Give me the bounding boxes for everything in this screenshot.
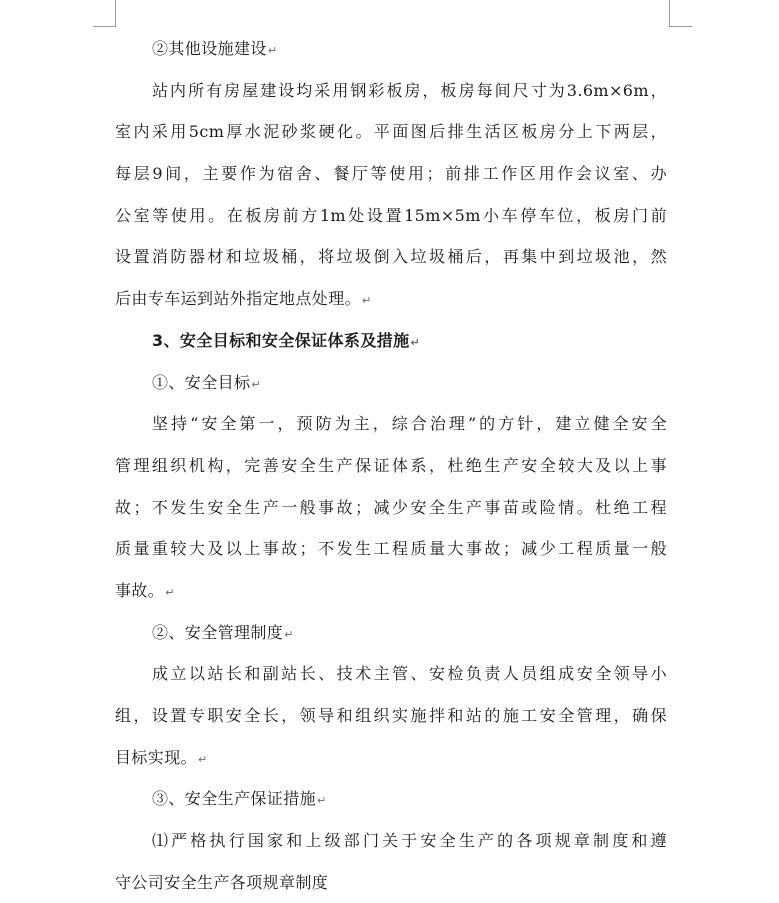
subheading-safety-management: ②、安全管理制度↵ [152,622,294,642]
subheading-safety-goal: ①、安全目标↵ [152,372,262,392]
body-line: 公室等使用。在板房前方1m处设置15m×5m小车停车位，板房门前 [115,205,667,225]
paragraph-mark-icon: ↵ [362,294,372,308]
body-line: 管理组织机构，完善安全生产保证体系，杜绝生产安全较大及以上事 [115,455,667,475]
body-line: 事故。↵ [115,580,175,600]
body-line: 目标实现。↵ [115,747,208,767]
body-line: ⑴严格执行国家和上级部门关于安全生产的各项规章制度和遵 [152,831,667,851]
body-line: 质量重较大及以上事故；不发生工程质量大事故；减少工程质量一般 [115,539,667,559]
body-line: 后由专车运到站外指定地点处理。↵ [115,289,372,309]
paragraph-mark-icon: ↵ [317,794,327,808]
subheading-other-facilities: ②其他设施建设↵ [152,39,278,58]
paragraph-mark-icon: ↵ [267,44,278,57]
subheading-safety-measures: ③、安全生产保证措施↵ [152,789,327,809]
body-line: 坚持“安全第一，预防为主，综合治理”的方针，建立健全安全 [152,414,667,434]
paragraph-mark-icon: ↵ [284,627,294,641]
paragraph-mark-icon: ↵ [251,377,262,391]
body-line: 故；不发生安全生产一般事故；减少安全生产事苗或险情。杜绝工程 [115,497,667,517]
body-line: 守公司安全生产各项规章制度 [115,872,329,892]
body-line: 每层9间，主要作为宿舍、餐厅等使用；前排工作区用作会议室、办 [115,164,667,184]
body-line: 室内采用5cm厚水泥砂浆硬化。平面图后排生活区板房分上下两层， [115,122,667,142]
body-line: 站内所有房屋建设均采用钢彩板房，板房每间尺寸为3.6m×6m， [152,80,667,100]
crop-mark-right [669,0,692,27]
section-heading-safety: 3、安全目标和安全保证体系及措施↵ [152,330,421,350]
paragraph-mark-icon: ↵ [198,752,208,766]
body-line: 组，设置专职安全长，领导和组织实施拌和站的施工安全管理，确保 [115,706,667,725]
paragraph-mark-icon: ↵ [165,585,175,599]
paragraph-mark-icon: ↵ [410,335,421,349]
body-line: 设置消防器材和垃圾桶，将垃圾倒入垃圾桶后，再集中到垃圾池，然 [115,247,667,267]
document-body[interactable] [115,28,667,903]
body-line: 成立以站长和副站长、技术主管、安检负责人员组成安全领导小 [152,664,667,684]
crop-mark-left [93,0,116,27]
